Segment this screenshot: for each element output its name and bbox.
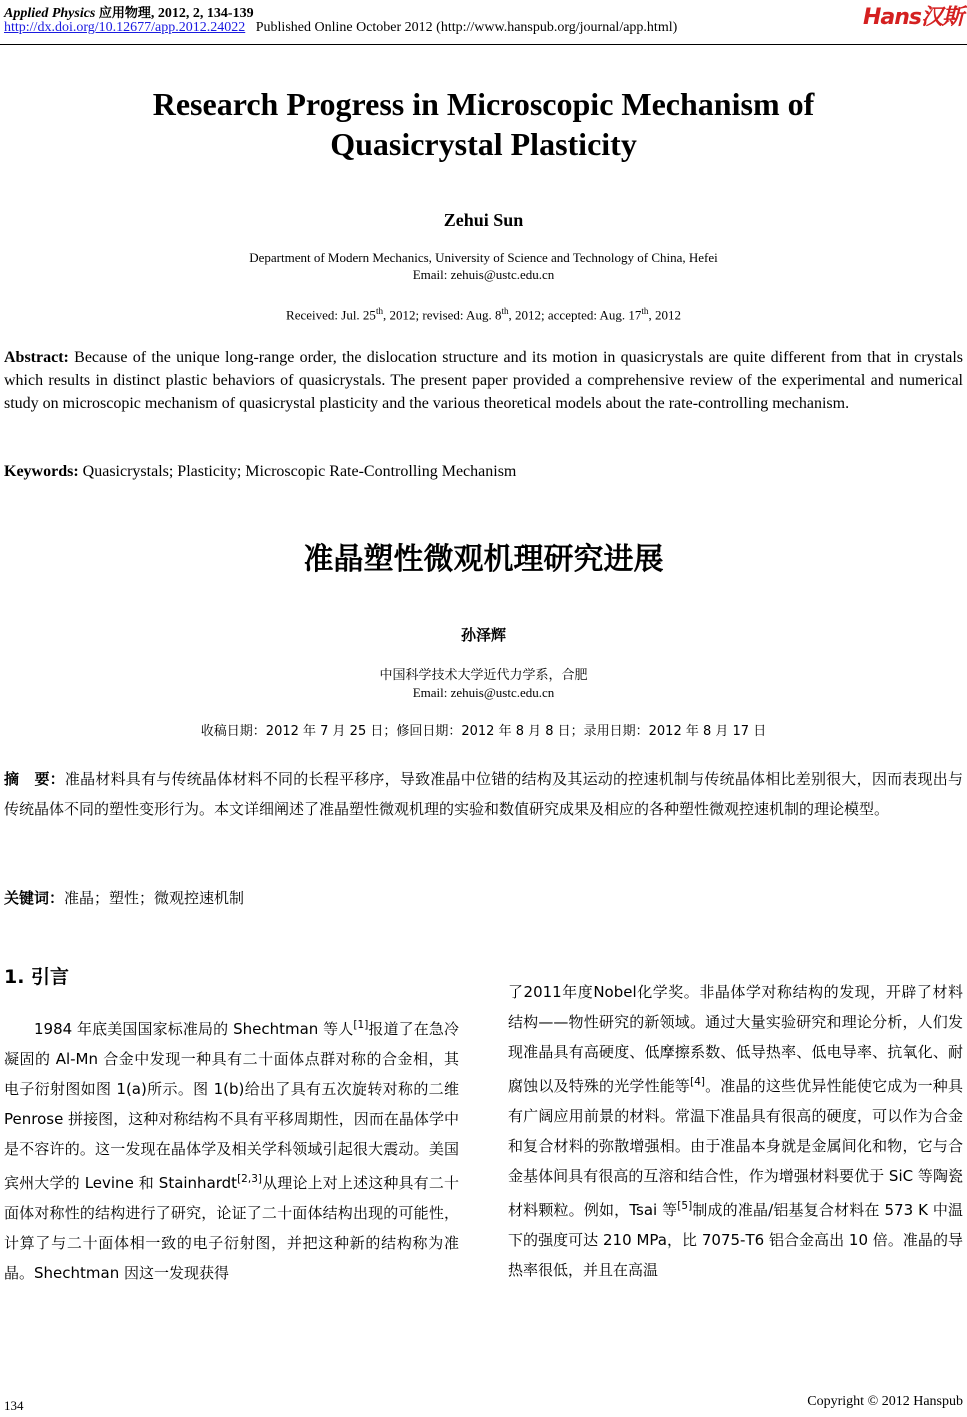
- received-dates-cn: 收稿日期：2012 年 7 月 25 日；修回日期：2012 年 8 月 8 日；录用日期：2012 年 8 月 17 日: [200, 724, 767, 739]
- citation: [4]: [690, 1076, 705, 1088]
- body-text: 1984 年底美国国家标准局的 Shechtman 等人: [34, 1020, 354, 1038]
- journal-info: , 2012, 2, 134-139: [150, 6, 254, 21]
- body-text: 制成的准晶/铝基复合材料在 573 K 中温下的强度可达 210 MPa，比 7075-T6 铝合金高出 10 倍。准晶的导热率很低，并且在高温: [508, 1201, 964, 1279]
- title-line-1: Research Progress in Microscopic Mechanism of: [152, 86, 815, 122]
- year: , 2012: [648, 307, 681, 323]
- affiliation-text-en: Department of Modern Mechanics, University of Science and Technology of China, Hefei: [249, 250, 718, 265]
- abstract-cn: [4, 764, 963, 824]
- keywords-text: Quasicrystals; Plasticity; Microscopic Rate-Controlling Mechanism: [78, 463, 517, 480]
- journal-name: Applied Physics: [4, 6, 96, 21]
- received-dates-en: [0, 303, 967, 323]
- accepted-date: , 2012; accepted: Aug. 17: [508, 307, 642, 323]
- header-divider: [0, 44, 967, 45]
- abstract-en: [4, 346, 963, 415]
- body-text: 报道了在急冷凝固的 Al-Mn 合金中发现一种具有二十面体点群对称的合金相，其电子衍射图如图 1(a)所示。图 1(b)给出了具有五次旋转对称的二维 Penrose 拼接图，这种对称结构不具有平移周期性，因而在晶体学中是不容许的。这一发现在晶体学及相关学科领域引起很大震动。美国宾州大学的 Levine 和 Stainhardt: [4, 1020, 459, 1192]
- author-cn: 孙泽辉: [460, 626, 506, 644]
- body-text: 从理论上对上述这种具有二十面体对称性的结构进行了研究，论证了二十面体结构出现的可能性，计算了与二十面体相一致的电子衍射图，并把这种新的结构称为准晶。Shechtman 因这一发现获得: [4, 1174, 459, 1282]
- paper-title-en: [0, 84, 967, 164]
- body-text: 。准晶的这些优异性能使它成为一种具有广阔应用前景的材料。常温下准晶具有很高的硬度，可以作为合金和复合材料的弥散增强相。由于准晶本身就是金属间化和物，它与合金基体间具有很高的互溶和结合性，作为增强材料要优于 SiC 等陶瓷材料颗粒。例如，Tsai 等: [508, 1077, 963, 1219]
- body-column-left: [4, 1010, 459, 1288]
- journal-name-cn: 应用物理: [98, 6, 151, 21]
- keywords-label: Keywords:: [4, 463, 79, 480]
- affiliation-cn-block: [0, 667, 967, 701]
- email-en: Email: zehuis@ustc.edu.cn: [412, 267, 555, 282]
- doi-line: [4, 20, 677, 36]
- paper-title-cn: 准晶塑性微观机理研究进展: [303, 542, 664, 577]
- copyright: Copyright © 2012 Hanspub: [807, 1394, 963, 1409]
- abstract-label: Abstract:: [4, 349, 69, 366]
- body-text: 了2011年度Nobel化学奖。非晶体学对称结构的发现，开辟了材料结构——物性研究的新领域。通过大量实验研究和理论分析，人们发现准晶具有高硬度、低摩擦系数、低导热率、低电导率、抗氧化、耐腐蚀以及特殊的光学性能等: [508, 983, 963, 1095]
- publisher-logo: Hans汉斯: [862, 5, 963, 30]
- keywords-cn: [4, 883, 963, 913]
- keywords-cn-label: 关键词：: [4, 889, 65, 907]
- doi-link[interactable]: http://dx.doi.org/10.12677/app.2012.24022: [4, 20, 246, 35]
- author-en: Zehui Sun: [443, 210, 524, 230]
- page-number: 134: [4, 1398, 24, 1413]
- email-cn: Email: zehuis@ustc.edu.cn: [412, 685, 555, 700]
- citation: [5]: [677, 1200, 693, 1212]
- section-heading-intro: 1. 引言: [4, 966, 70, 988]
- body-column-right: [508, 977, 963, 1285]
- title-line-2: Quasicrystal Plasticity: [330, 126, 637, 162]
- abstract-cn-text: 准晶材料具有与传统晶体材料不同的长程平移序，导致准晶中位错的结构及其运动的控速机制与传统晶体相比差别很大，因而表现出与传统晶体不同的塑性变形行为。本文详细阐述了准晶塑性微观机理的实验和数值研究成果及相应的各种塑性微观控速机制的理论模型。: [4, 770, 963, 818]
- revised-date: , 2012; revised: Aug. 8: [383, 307, 502, 323]
- ordinal-suffix: th: [501, 306, 509, 316]
- keywords-cn-text: 准晶；塑性；微观控速机制: [64, 889, 245, 907]
- ordinal-suffix: th: [641, 306, 649, 316]
- ordinal-suffix: th: [375, 306, 384, 316]
- citation: [2,3]: [237, 1173, 262, 1185]
- abstract-text: Because of the unique long-range order, the dislocation structure and its motion in quasicrystals are quite different from that in crystals which results in distinct plastic behaviors of quasicrystals. The present paper provided a comprehensive review of the experimental and numerical study on microscopic mechanism of quasicrystal plasticity and the various theoretical models about the rate-controlling mechanism.: [4, 349, 963, 412]
- affiliation-en: [0, 249, 967, 283]
- citation: [1]: [353, 1019, 369, 1031]
- affiliation-cn: 中国科学技术大学近代力学系，合肥: [379, 668, 588, 683]
- journal-header: [4, 2, 254, 22]
- keywords-en: [4, 460, 963, 483]
- received-date: Received: Jul. 25: [286, 307, 376, 323]
- abstract-cn-label: 摘 要：: [4, 770, 65, 788]
- published-info: Published Online October 2012 (http://www.hanspub.org/journal/app.html): [255, 20, 678, 35]
